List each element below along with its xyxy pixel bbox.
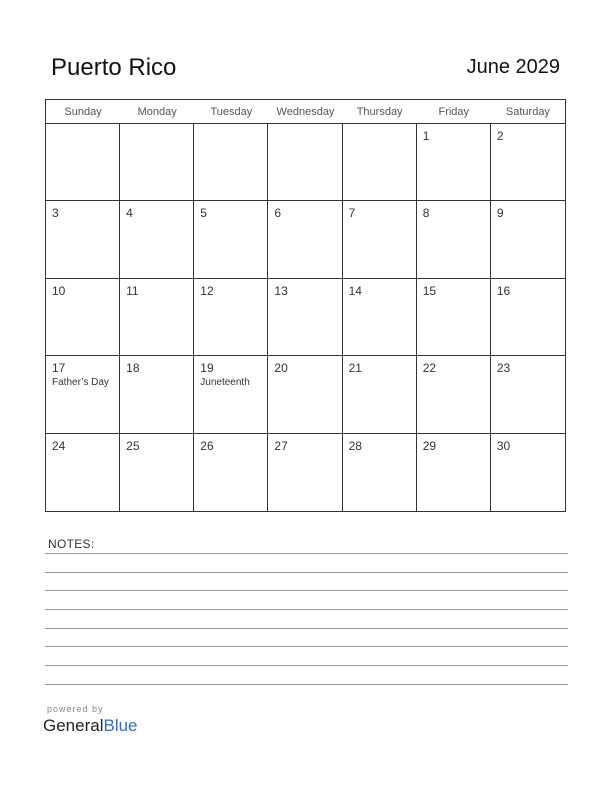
day-number: 9 [496, 206, 504, 221]
calendar-day-cell [194, 356, 268, 433]
calendar-day-cell [268, 356, 342, 433]
day-number: 29 [422, 438, 437, 453]
day-number: 28 [348, 438, 362, 453]
day-number: 12 [200, 283, 214, 298]
calendar-day-cell [417, 279, 491, 356]
weekday-header-monday: Monday [120, 100, 194, 124]
calendar-day-cell [417, 201, 491, 278]
day-number: 18 [126, 361, 140, 376]
holiday-label: Father’s Day [52, 377, 109, 389]
calendar-day-cell [491, 124, 565, 201]
day-number: 11 [126, 283, 139, 298]
day-number: 4 [126, 206, 133, 221]
day-number: 25 [126, 438, 140, 453]
calendar-day-cell [417, 356, 491, 433]
day-number: 21 [348, 361, 362, 376]
calendar-day-cell [343, 201, 417, 278]
calendar-day-cell [46, 279, 120, 356]
day-number: 10 [52, 283, 66, 298]
calendar-day-cell [46, 124, 120, 201]
weekday-header-thursday: Thursday [343, 100, 417, 124]
day-number: 24 [52, 438, 66, 453]
day-number: 8 [422, 206, 430, 221]
weekday-header-sunday: Sunday [46, 100, 120, 124]
calendar-country-title: Puerto Rico [51, 54, 177, 81]
calendar-day-cell [120, 356, 194, 433]
calendar-day-cell [194, 124, 268, 201]
note-line [45, 628, 568, 629]
calendar-day-cell [268, 434, 342, 511]
day-number: 2 [496, 129, 504, 143]
calendar-day-cell [194, 434, 268, 511]
day-number: 3 [52, 206, 59, 221]
calendar-day-cell [46, 201, 120, 278]
calendar-day-cell [194, 201, 268, 278]
day-number: 26 [200, 438, 214, 453]
day-number: 30 [496, 438, 511, 453]
calendar-day-cell [46, 434, 120, 511]
calendar-day-cell [491, 201, 565, 278]
calendar-day-cell [120, 434, 194, 511]
note-line [45, 609, 568, 610]
brand-blue: Blue [103, 716, 138, 735]
weekday-header-wednesday: Wednesday [268, 100, 342, 124]
day-number: 13 [274, 283, 288, 298]
weekday-header-saturday: Saturday [491, 100, 565, 124]
calendar-day-cell [417, 434, 491, 511]
calendar-day-cell [120, 124, 194, 201]
day-number: 19 [200, 361, 214, 376]
note-line [45, 665, 568, 666]
day-number: 7 [348, 206, 356, 221]
calendar-day-cell [46, 356, 120, 433]
calendar-day-cell [343, 124, 417, 201]
day-number: 27 [274, 438, 288, 453]
day-number: 22 [422, 361, 437, 376]
day-number: 17 [52, 361, 66, 376]
calendar-day-cell [417, 124, 491, 201]
calendar-day-cell [491, 356, 565, 433]
day-number: 14 [348, 283, 362, 298]
day-number: 6 [274, 206, 282, 221]
calendar-month-title: June 2029 [466, 56, 560, 78]
day-number: 1 [422, 129, 430, 143]
calendar-day-cell [343, 279, 417, 356]
day-number: 5 [200, 206, 207, 221]
day-number: 23 [496, 361, 511, 376]
day-number: 15 [422, 283, 437, 298]
calendar-day-cell [491, 434, 565, 511]
weekday-header-friday: Friday [417, 100, 491, 124]
weekday-header-tuesday: Tuesday [194, 100, 268, 124]
day-number: 16 [496, 283, 511, 298]
generalblue-logo[interactable] [43, 716, 138, 736]
note-line [45, 590, 568, 591]
calendar-day-cell [491, 279, 565, 356]
calendar-day-cell [120, 279, 194, 356]
powered-by-text: powered by [47, 704, 104, 714]
calendar-day-cell [343, 356, 417, 433]
holiday-label: Juneteenth [200, 377, 250, 389]
calendar-grid [45, 99, 566, 512]
calendar-day-cell [120, 201, 194, 278]
calendar-day-cell [268, 279, 342, 356]
note-line [45, 684, 568, 685]
calendar-day-cell [268, 124, 342, 201]
calendar-day-cell [268, 201, 342, 278]
notes-label: NOTES: [48, 537, 95, 551]
note-line [45, 646, 568, 647]
note-line [45, 572, 568, 573]
calendar-day-cell [194, 279, 268, 356]
brand-general: General [43, 716, 104, 735]
day-number: 20 [274, 361, 288, 376]
note-line [45, 553, 568, 554]
calendar-day-cell [343, 434, 417, 511]
